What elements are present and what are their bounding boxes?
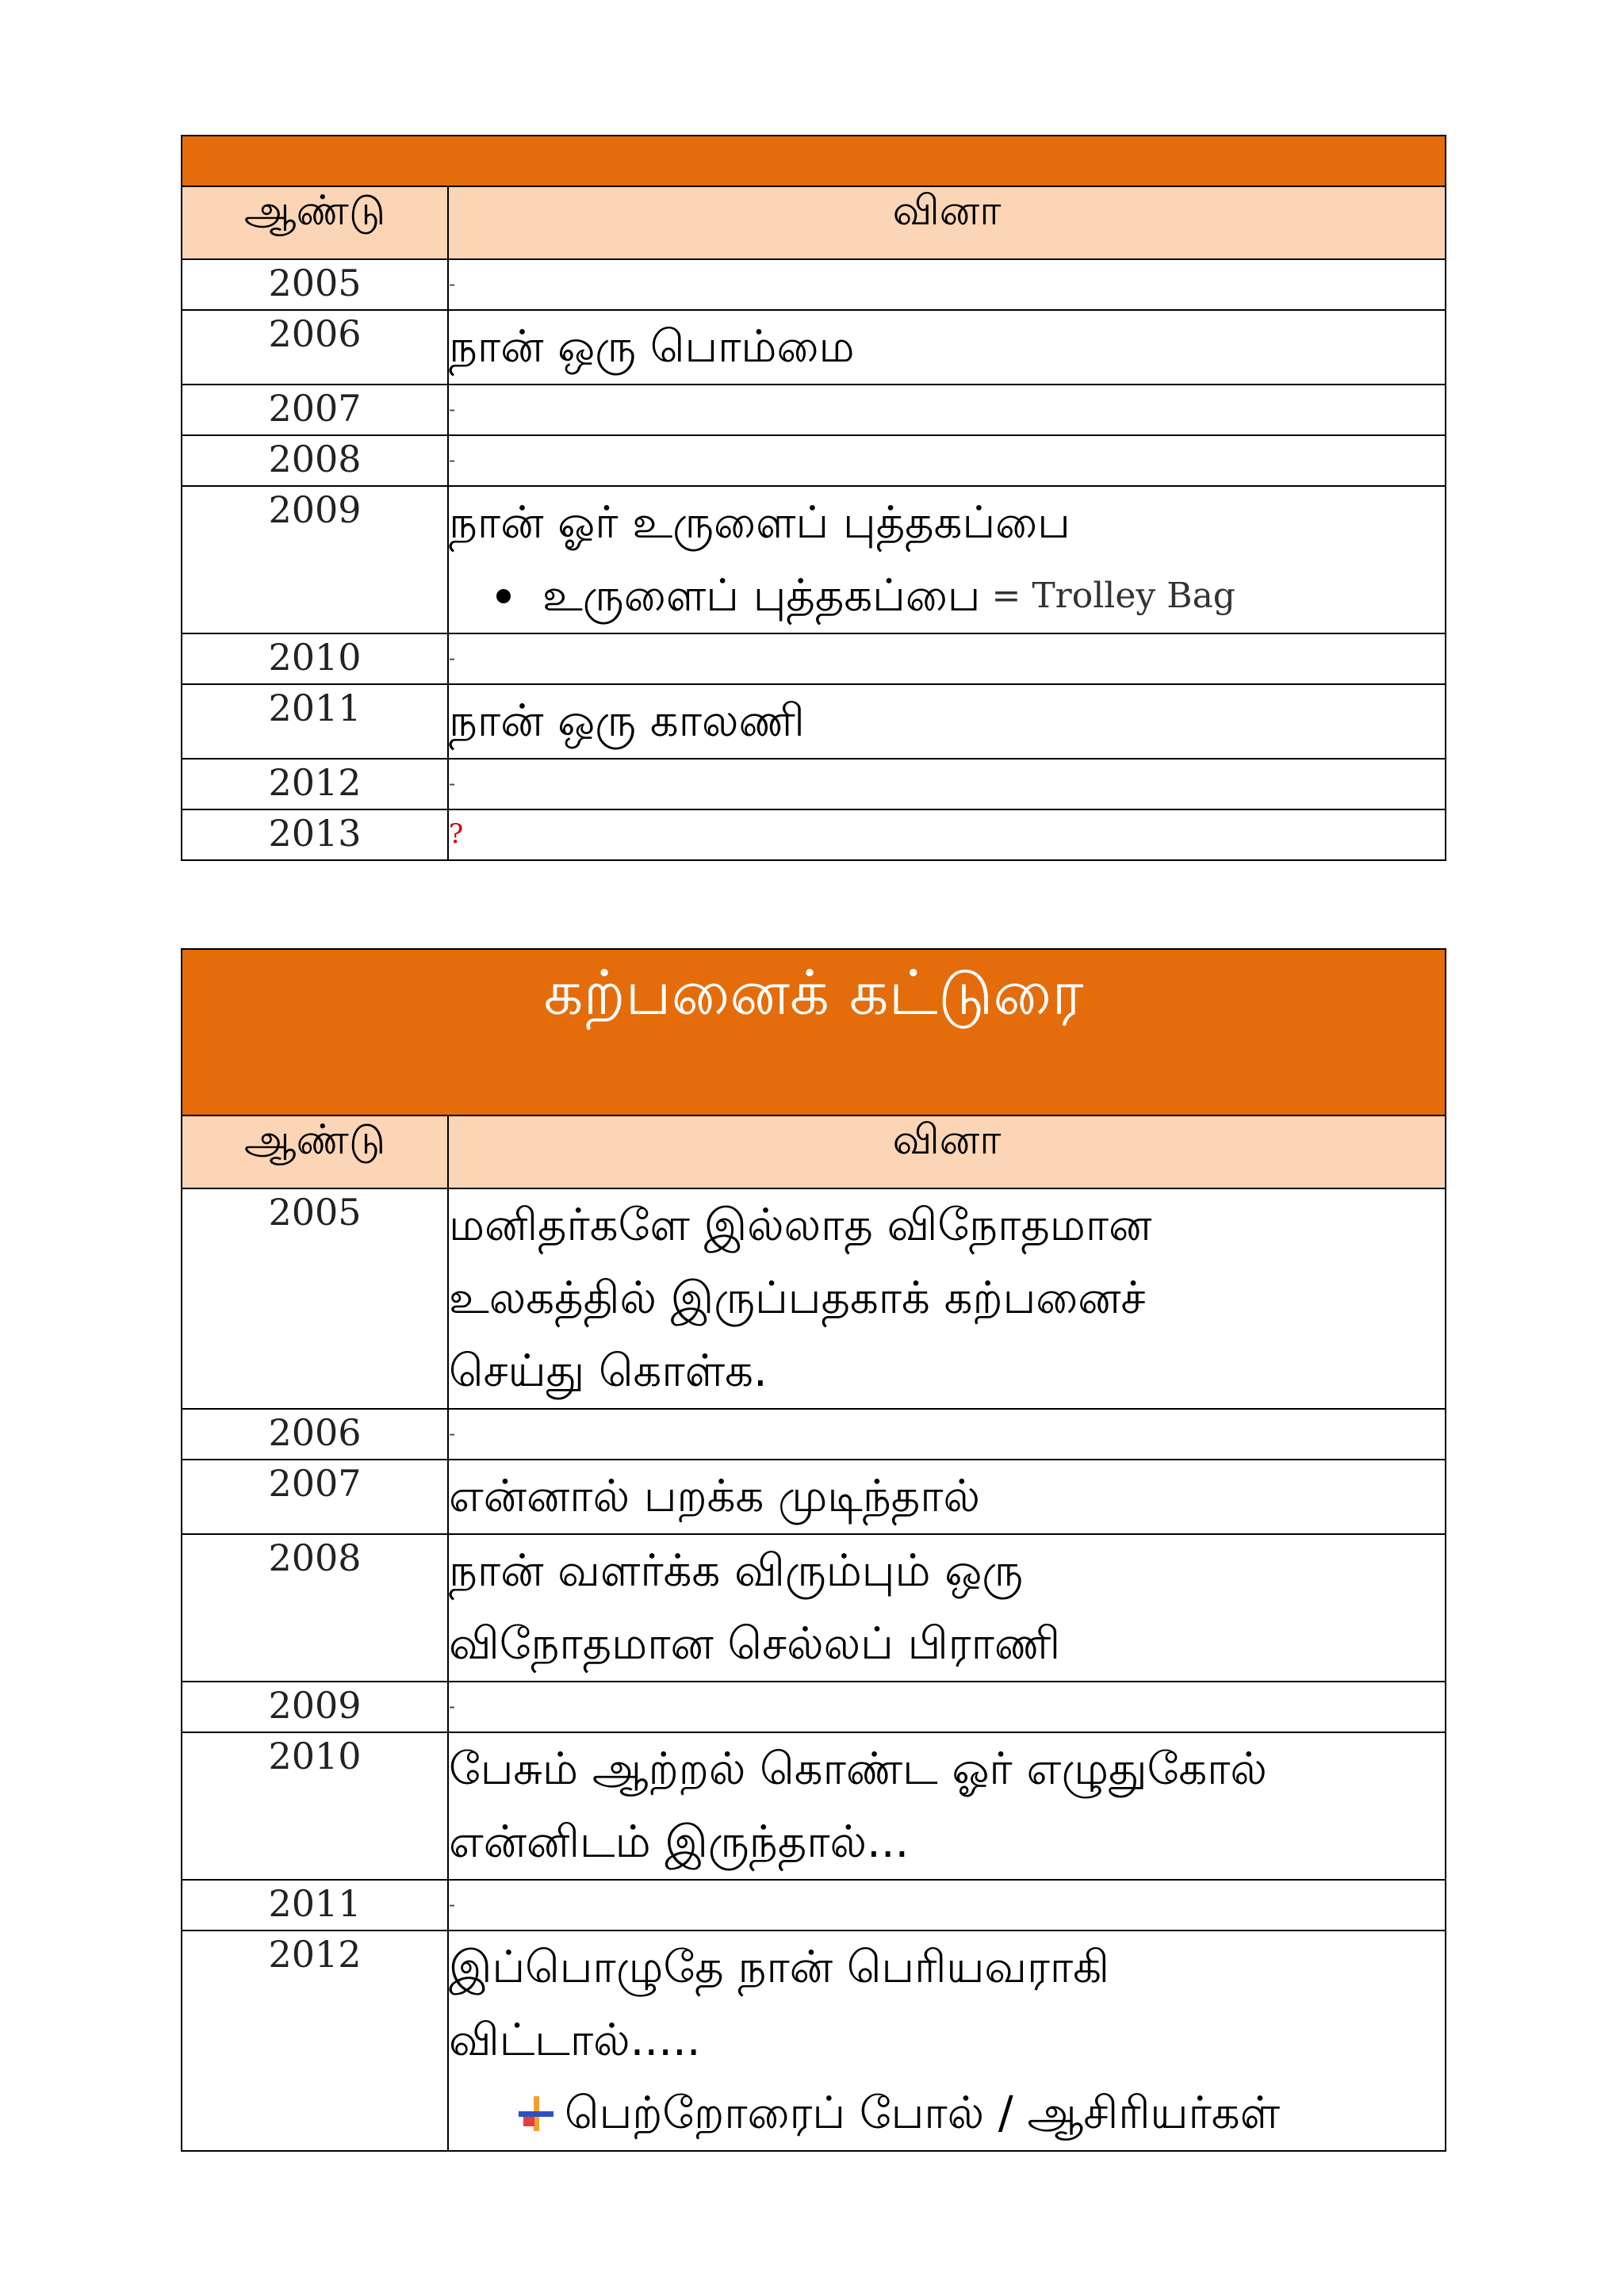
year-cell: 2012 — [182, 759, 448, 809]
table-row — [182, 1880, 1446, 1931]
col-question-header: வினா — [448, 186, 1446, 259]
table-1-header — [182, 186, 1446, 259]
question-line: விட்டால்..... — [449, 2015, 701, 2066]
table-row — [182, 385, 1446, 435]
year-cell: 2010 — [182, 633, 448, 684]
year-cell: 2007 — [182, 385, 448, 435]
question-line: இப்பொழுதே நான் பெரியவராகி — [449, 1942, 1110, 1993]
table-1 — [181, 135, 1446, 861]
year-cell: 2013 — [182, 809, 448, 860]
year-cell: 2007 — [182, 1460, 448, 1534]
question-cell — [448, 1931, 1446, 2151]
table-row — [182, 1682, 1446, 1732]
question-line: உலகத்தில் இருப்பதகாக் கற்பனைச் — [449, 1272, 1146, 1324]
question-cell: - — [448, 759, 1446, 809]
col-year-header: ஆண்டு — [182, 1115, 448, 1188]
table-2-title-row — [182, 949, 1446, 1115]
year-cell: 2008 — [182, 435, 448, 486]
table-row — [182, 684, 1446, 759]
table-row — [182, 809, 1446, 860]
question-cell: நான் ஒரு பொம்மை — [448, 310, 1446, 385]
question-line: மனிதர்களே இல்லாத விநோதமான — [449, 1200, 1152, 1251]
year-cell: 2012 — [182, 1931, 448, 2151]
year-cell: 2009 — [182, 1682, 448, 1732]
year-cell: 2009 — [182, 486, 448, 633]
table-row — [182, 435, 1446, 486]
year-cell: 2005 — [182, 1188, 448, 1409]
year-cell: 2011 — [182, 684, 448, 759]
question-line: என்னிடம் இருந்தால்... — [449, 1816, 910, 1868]
bullet-icon — [496, 589, 511, 603]
bullet-english: = Trolley Bag — [991, 576, 1235, 616]
table-row — [182, 486, 1446, 633]
table-row — [182, 759, 1446, 809]
table-row — [182, 310, 1446, 385]
table-2-title: கற்பனைக் கட்டுரை — [182, 949, 1446, 1115]
question-cell — [448, 1732, 1446, 1880]
col-question-header: வினா — [448, 1115, 1446, 1188]
col-year-header: ஆண்டு — [182, 186, 448, 259]
year-cell: 2010 — [182, 1732, 448, 1880]
question-cell: - — [448, 1409, 1446, 1460]
question-line: விநோதமான செல்லப் பிராணி — [449, 1618, 1061, 1670]
year-cell: 2005 — [182, 259, 448, 310]
sub-item — [449, 2077, 1445, 2150]
year-cell: 2006 — [182, 310, 448, 385]
question-cell — [448, 1188, 1446, 1409]
question-cell: ? — [448, 809, 1446, 860]
year-cell: 2006 — [182, 1409, 448, 1460]
question-cell: - — [448, 259, 1446, 310]
table-1-title-row — [182, 136, 1446, 186]
question-cell — [448, 486, 1446, 633]
table-1-title — [182, 136, 1446, 186]
question-cell: - — [448, 633, 1446, 684]
question-line: பேசும் ஆற்றல் கொண்ட ஓர் எழுதுகோல் — [449, 1743, 1267, 1795]
plus-bullet-icon — [519, 2096, 553, 2131]
table-2 — [181, 948, 1446, 2152]
table-row — [182, 1732, 1446, 1880]
question-line: நான் வளர்க்க விரும்பும் ஒரு — [449, 1545, 1024, 1597]
table-row — [182, 633, 1446, 684]
bullet-item — [449, 560, 1445, 633]
sub-item-text: பெற்றோரைப் போல் / ஆசிரியர்கள் — [565, 2087, 1281, 2139]
table-row — [182, 1534, 1446, 1682]
table-row — [182, 1188, 1446, 1409]
question-cell: என்னால் பறக்க முடிந்தால் — [448, 1460, 1446, 1534]
question-cell: நான் ஒரு காலணி — [448, 684, 1446, 759]
bullet-text: உருளைப் புத்தகப்பை — [542, 570, 981, 622]
year-cell: 2008 — [182, 1534, 448, 1682]
question-cell: - — [448, 1880, 1446, 1931]
question-text: நான் ஓர் உருளைப் புத்தகப்பை — [449, 497, 1071, 549]
table-row — [182, 259, 1446, 310]
table-row — [182, 1931, 1446, 2151]
table-2-header — [182, 1115, 1446, 1188]
table-row — [182, 1409, 1446, 1460]
question-cell: - — [448, 385, 1446, 435]
question-line: செய்து கொள்க. — [449, 1345, 768, 1397]
year-cell: 2011 — [182, 1880, 448, 1931]
question-cell: - — [448, 435, 1446, 486]
table-row — [182, 1460, 1446, 1534]
question-cell — [448, 1534, 1446, 1682]
question-cell: - — [448, 1682, 1446, 1732]
